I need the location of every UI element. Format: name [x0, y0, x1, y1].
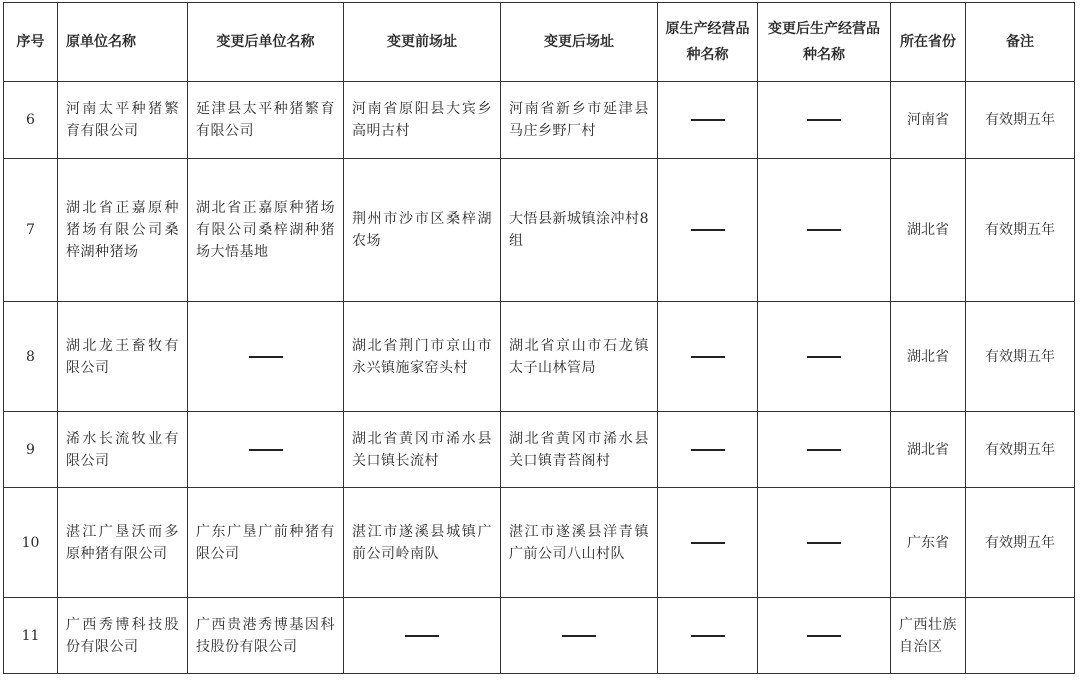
- header-new-site: 变更后场址: [501, 3, 658, 82]
- dash-mark: [691, 635, 725, 637]
- cell-orig-name: 湛江广垦沃而多原种猪有限公司: [58, 488, 188, 598]
- cell-seq: 9: [4, 412, 58, 488]
- cell-orig-site: [344, 598, 501, 674]
- cell-new-product: [758, 488, 891, 598]
- dash-mark: [249, 356, 283, 358]
- document-page: [3, 2, 1075, 674]
- cell-orig-site: 荆州市沙市区桑梓湖农场: [344, 159, 501, 302]
- cell-province: 河南省: [891, 82, 966, 159]
- header-new-name: 变更后单位名称: [188, 3, 344, 82]
- cell-orig-site: 湛江市遂溪县城镇广前公司岭南队: [344, 488, 501, 598]
- dash-mark: [691, 119, 725, 121]
- cell-new-name: 广西贵港秀博基因科技股份有限公司: [188, 598, 344, 674]
- cell-orig-product: [658, 82, 758, 159]
- dash-mark: [249, 449, 283, 451]
- cell-seq: 8: [4, 302, 58, 412]
- cell-province: 湖北省: [891, 302, 966, 412]
- cell-orig-product: [658, 488, 758, 598]
- cell-orig-name: 河南太平种猪繁育有限公司: [58, 82, 188, 159]
- cell-orig-product: [658, 598, 758, 674]
- cell-remark: 有效期五年: [966, 82, 1075, 159]
- table-row: [4, 488, 1075, 598]
- cell-new-product: [758, 302, 891, 412]
- cell-new-site: 大悟县新城镇涂冲村8组: [501, 159, 658, 302]
- cell-orig-name: 湖北省正嘉原种猪场有限公司桑梓湖种猪场: [58, 159, 188, 302]
- cell-seq: 7: [4, 159, 58, 302]
- cell-orig-site: 湖北省荆门市京山市永兴镇施家窑头村: [344, 302, 501, 412]
- table-row: [4, 159, 1075, 302]
- change-table: [3, 2, 1075, 674]
- cell-remark: [966, 598, 1075, 674]
- cell-seq: 10: [4, 488, 58, 598]
- cell-remark: 有效期五年: [966, 412, 1075, 488]
- dash-mark: [807, 542, 841, 544]
- cell-new-name: 湖北省正嘉原种猪场有限公司桑梓湖种猪场大悟基地: [188, 159, 344, 302]
- dash-mark: [807, 356, 841, 358]
- header-row: [4, 3, 1075, 82]
- table-row: [4, 302, 1075, 412]
- cell-new-name: [188, 412, 344, 488]
- cell-new-site: [501, 598, 658, 674]
- table-row: [4, 598, 1075, 674]
- dash-mark: [691, 449, 725, 451]
- dash-mark: [807, 119, 841, 121]
- header-province: 所在省份: [891, 3, 966, 82]
- cell-new-product: [758, 159, 891, 302]
- cell-new-product: [758, 598, 891, 674]
- table-row: [4, 82, 1075, 159]
- cell-province: 广西壮族自治区: [891, 598, 966, 674]
- header-orig-product: 原生产经营品种名称: [658, 3, 758, 82]
- cell-new-name: [188, 302, 344, 412]
- dash-mark: [691, 356, 725, 358]
- cell-new-product: [758, 412, 891, 488]
- cell-remark: 有效期五年: [966, 488, 1075, 598]
- cell-orig-product: [658, 159, 758, 302]
- cell-seq: 11: [4, 598, 58, 674]
- dash-mark: [807, 229, 841, 231]
- cell-orig-name: 湖北龙王畜牧有限公司: [58, 302, 188, 412]
- cell-seq: 6: [4, 82, 58, 159]
- dash-mark: [691, 229, 725, 231]
- cell-new-site: 湖北省黄冈市浠水县关口镇青苔阁村: [501, 412, 658, 488]
- cell-new-site: 湛江市遂溪县洋青镇广前公司八山村队: [501, 488, 658, 598]
- header-orig-site: 变更前场址: [344, 3, 501, 82]
- cell-new-site: 湖北省京山市石龙镇太子山林管局: [501, 302, 658, 412]
- cell-orig-site: 湖北省黄冈市浠水县关口镇长流村: [344, 412, 501, 488]
- table-row: [4, 412, 1075, 488]
- dash-mark: [562, 635, 596, 637]
- cell-orig-product: [658, 302, 758, 412]
- cell-province: 广东省: [891, 488, 966, 598]
- header-new-product: 变更后生产经营品种名称: [758, 3, 891, 82]
- cell-orig-name: 广西秀博科技股份有限公司: [58, 598, 188, 674]
- dash-mark: [807, 449, 841, 451]
- cell-orig-name: 浠水长流牧业有限公司: [58, 412, 188, 488]
- cell-new-name: 广东广垦广前种猪有限公司: [188, 488, 344, 598]
- cell-orig-product: [658, 412, 758, 488]
- dash-mark: [807, 635, 841, 637]
- cell-province: 湖北省: [891, 159, 966, 302]
- header-remark: 备注: [966, 3, 1075, 82]
- cell-new-product: [758, 82, 891, 159]
- cell-new-name: 延津县太平种猪繁育有限公司: [188, 82, 344, 159]
- cell-new-site: 河南省新乡市延津县马庄乡野厂村: [501, 82, 658, 159]
- cell-remark: 有效期五年: [966, 302, 1075, 412]
- cell-remark: 有效期五年: [966, 159, 1075, 302]
- header-seq: 序号: [4, 3, 58, 82]
- header-orig-name: 原单位名称: [58, 3, 188, 82]
- cell-province: 湖北省: [891, 412, 966, 488]
- cell-orig-site: 河南省原阳县大宾乡高明古村: [344, 82, 501, 159]
- dash-mark: [405, 635, 439, 637]
- dash-mark: [691, 542, 725, 544]
